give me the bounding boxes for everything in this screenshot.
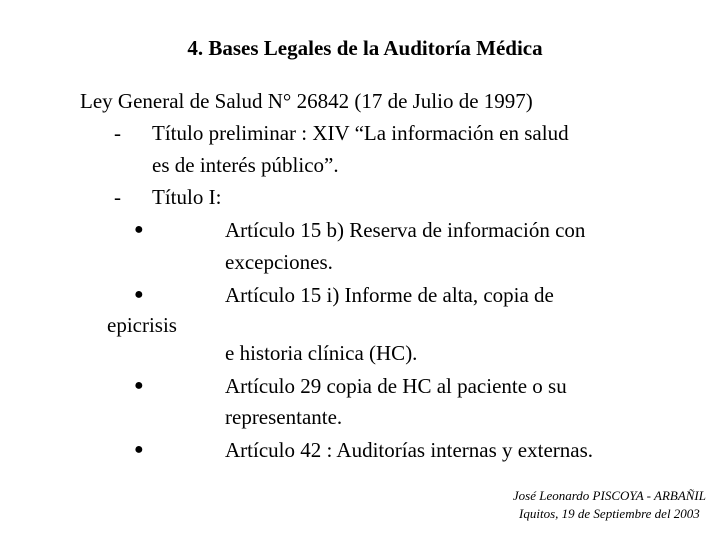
- article-line: representante.: [225, 405, 343, 429]
- law-heading: Ley General de Salud N° 26842 (17 de Julio de 1997): [80, 89, 533, 113]
- item-line: Título I:: [152, 185, 222, 209]
- bullet-icon: ●: [134, 441, 144, 458]
- footer-credit: [513, 487, 706, 523]
- slide-title: 4. Bases Legales de la Auditoría Médica: [187, 36, 543, 60]
- footer-author: José Leonardo PISCOYA - ARBAÑIL: [512, 488, 706, 503]
- article-line: Artículo 15 b) Reserva de información con: [225, 218, 586, 242]
- bullet-icon: ●: [134, 377, 144, 394]
- article-line: excepciones.: [225, 250, 333, 274]
- article-line: Artículo 29 copia de HC al paciente o su: [225, 374, 567, 398]
- dash-marker: -: [114, 121, 121, 145]
- bullet-icon: ●: [134, 286, 144, 303]
- article-line: Artículo 42 : Auditorías internas y externas.: [225, 438, 594, 462]
- item-line: es de interés público”.: [152, 153, 339, 177]
- article-line: Artículo 15 i) Informe de alta, copia de: [225, 283, 554, 307]
- dash-marker: -: [114, 185, 121, 209]
- footer-place-date: Iquitos, 19 de Septiembre del 2003: [519, 506, 700, 521]
- item-line: Título preliminar : XIV “La información en salud: [152, 121, 569, 145]
- article-line: e historia clínica (HC).: [225, 341, 418, 365]
- article-overflow: epicrisis: [107, 313, 177, 337]
- bullet-icon: ●: [134, 221, 144, 238]
